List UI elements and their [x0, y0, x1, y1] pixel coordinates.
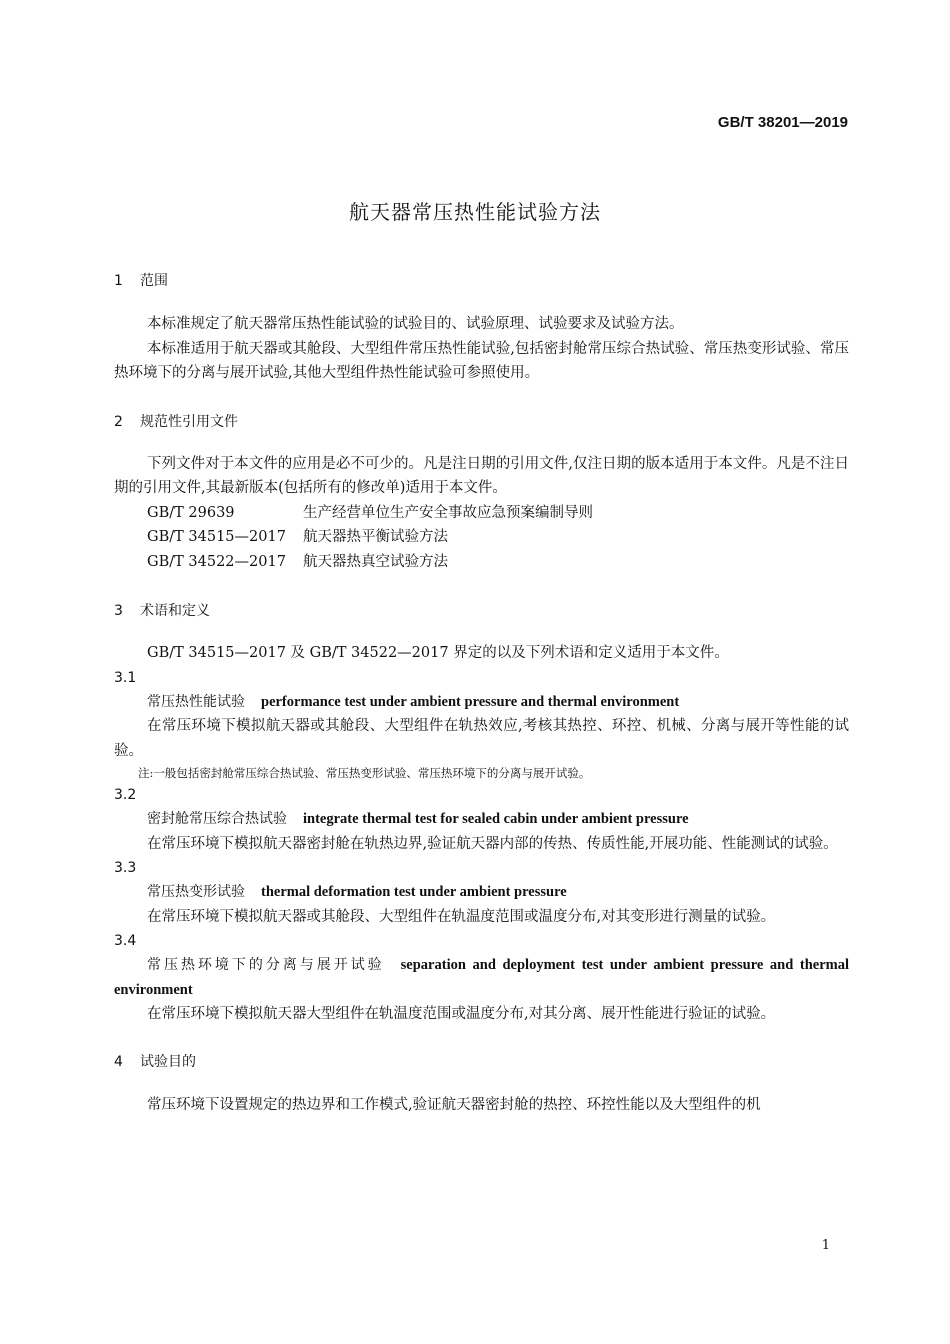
section-number: 4 — [114, 1053, 123, 1070]
term-zh: 密封舱常压综合热试验 — [147, 811, 287, 827]
paragraph: 本标准规定了航天器常压热性能试验的试验目的、试验原理、试验要求及试验方法。 — [147, 316, 684, 332]
paragraph: 下列文件对于本文件的应用是必不可少的。凡是注日期的引用文件,仅注日期的版本适用于本文件。凡是不注日期的引用文件,其最新版本(包括所有的修改单)适用于本文件。 — [114, 455, 849, 496]
section-number: 2 — [114, 413, 123, 430]
term-number: 3.3 — [114, 860, 137, 876]
section-number: 3 — [114, 603, 123, 619]
reference-code: GB/T 29639 — [147, 504, 235, 521]
term-heading — [114, 690, 849, 715]
document-title: 航天器常压热性能试验方法 — [349, 200, 601, 224]
reference-item — [114, 501, 849, 526]
reference-name: 生产经营单位生产安全事故应急预案编制导则 — [303, 504, 593, 521]
section-3-heading — [114, 600, 849, 620]
section-title: 规范性引用文件 — [140, 413, 238, 430]
term-number: 3.1 — [114, 669, 137, 686]
reference-code: GB/T 34522—2017 — [147, 553, 286, 570]
term-definition: 在常压环境下模拟航天器大型组件在轨温度范围或温度分布,对其分离、展开性能进行验证的试验。 — [147, 1006, 776, 1022]
term-zh: 常压热性能试验 — [147, 693, 245, 710]
term-definition: 在常压环境下模拟航天器密封舱在轨热边界,验证航天器内部的传热、传质性能,开展功能、性能测试的试验。 — [147, 835, 838, 852]
reference-item — [114, 525, 849, 550]
reference-item — [114, 550, 849, 575]
term-number: 3.4 — [114, 933, 137, 949]
paragraph: GB/T 34515—2017 及 GB/T 34522—2017 界定的以及下列术语和定义适用于本文件。 — [147, 645, 729, 661]
standard-number: GB/T 38201—2019 — [717, 114, 848, 131]
term-definition: 在常压环境下模拟航天器或其舱段、大型组件在轨温度范围或温度分布,对其变形进行测量的试验。 — [147, 908, 776, 925]
section-2-heading — [114, 411, 849, 431]
section-title: 试验目的 — [140, 1053, 196, 1070]
term-zh: 常压热变形试验 — [147, 884, 245, 900]
section-4-heading — [114, 1051, 849, 1071]
section-title: 术语和定义 — [140, 603, 210, 619]
reference-name: 航天器热真空试验方法 — [303, 553, 448, 570]
term-en: performance test under ambient pressure and thermal environment — [261, 693, 680, 710]
term-en: integrate thermal test for sealed cabin under ambient pressure — [303, 811, 689, 827]
term-definition: 在常压环境下模拟航天器或其舱段、大型组件在轨热效应,考核其热控、环控、机械、分离与展开等性能的试验。 — [114, 718, 849, 759]
document-body — [114, 270, 849, 1117]
section-1-heading — [114, 270, 849, 290]
term-en: separation and deployment test under ambient pressure and thermal environment — [114, 957, 850, 998]
term-heading — [114, 953, 849, 1002]
term-zh: 常压热环境下的分离与展开试验 — [147, 957, 385, 973]
term-number: 3.2 — [114, 787, 137, 803]
section-number: 1 — [114, 273, 123, 289]
term-en: thermal deformation test under ambient pressure — [261, 884, 567, 900]
paragraph: 常压环境下设置规定的热边界和工作模式,验证航天器密封舱的热控、环控性能以及大型组件的机 — [147, 1096, 761, 1113]
page-number: 1 — [821, 1238, 830, 1253]
reference-name: 航天器热平衡试验方法 — [303, 529, 448, 545]
reference-code: GB/T 34515—2017 — [147, 529, 286, 545]
section-title: 范围 — [140, 273, 168, 289]
paragraph: 本标准适用于航天器或其舱段、大型组件常压热性能试验,包括密封舱常压综合热试验、常压热变形试验、常压热环境下的分离与展开试验,其他大型组件热性能试验可参照使用。 — [114, 340, 849, 381]
term-heading — [114, 880, 849, 905]
term-heading — [114, 807, 849, 832]
term-note: 注:一般包括密封舱常压综合热试验、常压热变形试验、常压热环境下的分离与展开试验。 — [138, 766, 591, 780]
